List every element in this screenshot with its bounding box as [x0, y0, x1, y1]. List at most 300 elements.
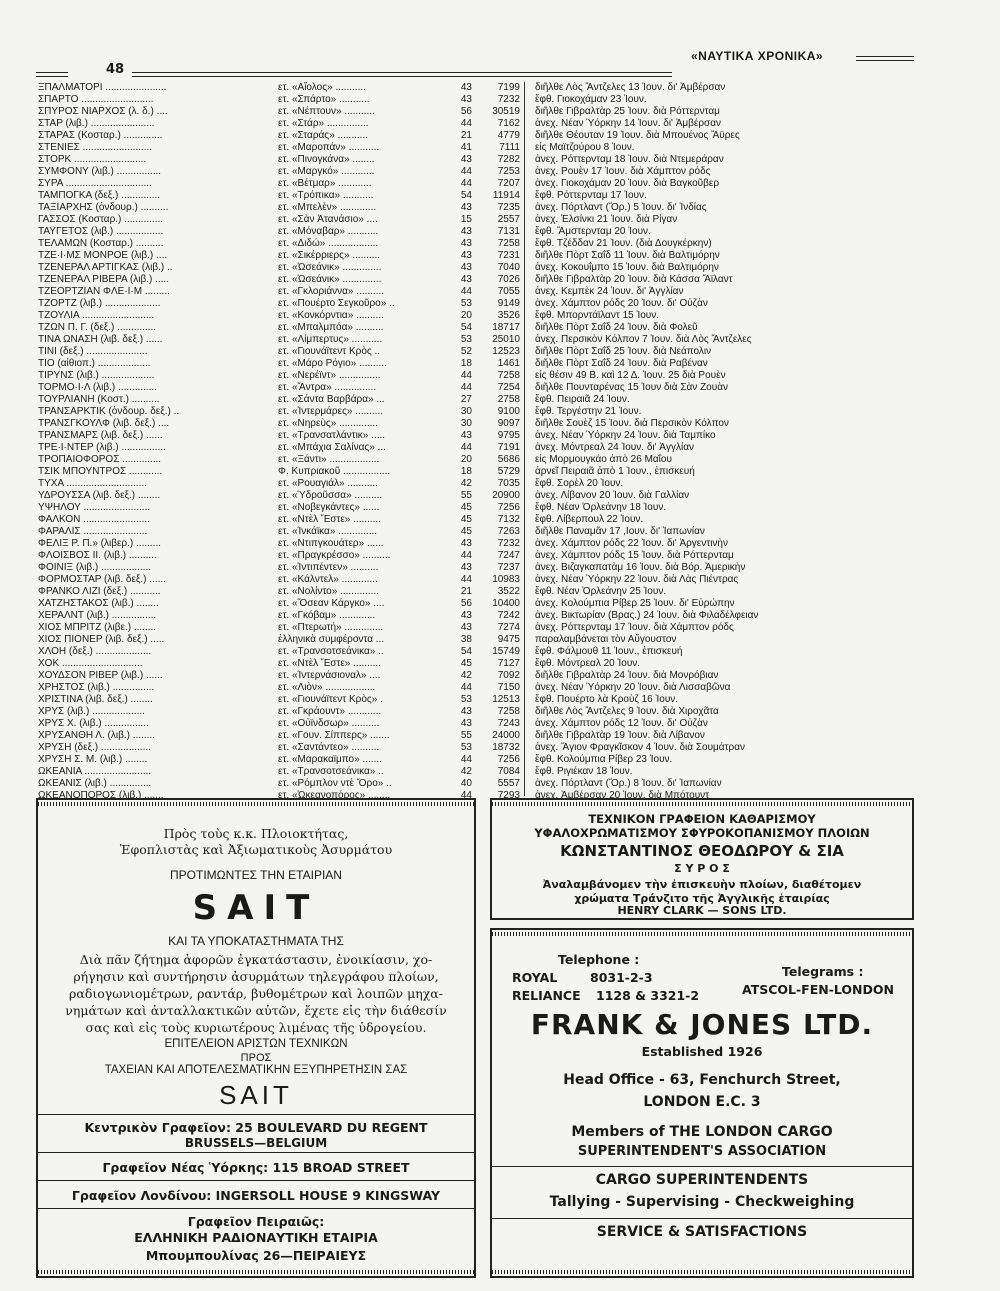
ship-number-cell: 7111 [499, 142, 520, 153]
table-row [38, 178, 918, 189]
ship-owner-name: ΧΡΗΣΤΟΣ (λιβ.) ............... [38, 682, 155, 693]
movement-note: ἀνεχ. Χάμπτον ρόδς 15 Ἰουν. διὰ Ρόττερνταμ [535, 550, 734, 561]
movement-note: ἀνεχ. Μόντρεαλ 24 Ἰουν. δι' Ἀγγλίαν [535, 442, 694, 453]
ship-number-cell: 7035 [497, 478, 520, 489]
ship-owner-name: ΧΕΡΑΛΝΤ (λιβ.) ................ [38, 610, 157, 621]
ship-owner-name: ΤΙΝΙ (δεξ.) ...................... [38, 346, 148, 357]
table-row [38, 610, 918, 621]
ship-agent: ετ. «Τρανσοτσεάνικα» .. [278, 766, 384, 777]
tonnage-cell: 43 [460, 718, 472, 729]
movement-note: διῆλθε Γιβραλτὰρ 20 Ἰουν. διὰ Κάσσα Ἄϊλαντ [535, 274, 733, 285]
movement-note: ἀνεχ. Γιοκοχάμαν 20 Ἰουν. διὰ Βαγκοῦβερ [535, 178, 720, 189]
table-row [38, 310, 918, 321]
ship-owner-name: ΧΡΥΣΑΝΘΗ Λ. (λιβ.) ........ [38, 730, 155, 741]
ship-owner-name: ΣΤΑΡΑΣ (Κοσταρ.) .............. [38, 130, 163, 141]
ship-number-cell: 2758 [497, 394, 520, 405]
table-row [38, 562, 918, 573]
ad-line: ATSCOL-FEN-LONDON [742, 982, 894, 997]
tonnage-cell: 27 [460, 394, 472, 405]
ad-line: ΥΦΑΛΟΧΡΩΜΑΤΙΣΜΟΥ ΣΦΥΡΟΚΟΠΑΝΙΣΜΟΥ ΠΛΟΙΩΝ [534, 826, 870, 840]
ship-number-cell: 7247 [497, 550, 520, 561]
ship-owner-name: ΤΙΡΥΝΣ (λιβ.) ................... [38, 370, 155, 381]
ship-movements-table [38, 82, 918, 801]
tonnage-cell: 20 [460, 454, 472, 465]
sait-logo: SAIT [219, 1080, 293, 1110]
ship-agent: ετ. «Ἰντιπέντεν» .......... [278, 562, 379, 573]
tonnage-cell: 54 [460, 646, 472, 657]
tonnage-cell: 43 [460, 238, 472, 249]
ship-agent: ετ. «Ξάντι» .................. [278, 454, 380, 465]
divider [492, 1166, 912, 1167]
movement-note: ἔφθ. Λίβερπουλ 22 Ἰουν. [535, 514, 644, 525]
ship-agent: ετ. «Ἰντερνάσιοναλ» .... [278, 670, 381, 681]
movement-note: ἀνεχ. Λίβανον 20 Ἰουν. διὰ Γαλλίαν [535, 490, 690, 501]
movement-note: ἀνεχ. Νέαν Ὑόρκην 14 Ἰουν. δι' Ἀμβέρσαν [535, 118, 722, 129]
ad-line: ΠΡΟΤΙΜΩΝΤΕΣ ΤΗΝ ΕΤΑΙΡΙΑΝ [170, 868, 342, 882]
table-row [38, 442, 918, 453]
ship-agent: ετ. «Μπάχια Σαλίνας» ... [278, 442, 386, 453]
ad-line: χρώματα Τράνζιτο τῆς Ἀγγλικῆς ἑταιρίας [574, 892, 830, 905]
ship-owner-name: ΤΖΩΝ Π. Γ. (δεξ.) .............. [38, 322, 157, 333]
ship-agent: ετ. «Ρόμπλον ντὲ Ὄρο» .. [278, 778, 392, 789]
tonnage-cell: 53 [460, 298, 472, 309]
header-rule [856, 56, 914, 57]
ship-agent: ετ. «Τρόπικα» ........... [278, 190, 374, 201]
movement-note: ἔφθ. Ἄμστερνταμ 20 Ἰουν. [535, 226, 651, 237]
ad-body-line: ραδιογωνιομέτρων, ραντάρ, βυθομέτρων καὶ λοιπῶν μηχα- [69, 986, 443, 1001]
table-row [38, 514, 918, 525]
movement-note: εἰς Μορμουγκάο ἀπὸ 26 Μαΐου [535, 454, 672, 465]
ad-line: ΤΕΧΝΙΚΟΝ ΓΡΑΦΕΙΟΝ ΚΑΘΑΡΙΣΜΟΥ [588, 812, 816, 826]
ship-number-cell: 7237 [497, 562, 520, 573]
ship-number-cell: 7162 [497, 118, 520, 129]
ship-owner-name: ΧΡΙΣΤΙΝΑ (λιβ. δεξ.) ........ [38, 694, 153, 705]
ad-line: Πρὸς τοὺς κ.κ. Πλοιοκτήτας, [163, 826, 349, 841]
table-row [38, 406, 918, 417]
table-row [38, 418, 918, 429]
table-row [38, 670, 918, 681]
ship-owner-name: ΣΠΥΡΟΣ ΝΙΑΡΧΟΣ (λ. δ.) .... [38, 106, 168, 117]
ship-owner-name: ΥΔΡΟΥΣΣΑ (λιβ. δεξ.) ........ [38, 490, 161, 501]
office-address: BRUSSELS—BELGIUM [184, 1136, 328, 1150]
ship-number-cell: 20900 [492, 490, 520, 501]
ship-owner-name: ΤΙΟ (αἰθιοπ.) ................... [38, 358, 151, 369]
tonnage-cell: 42 [460, 478, 472, 489]
company-name: FRANK & JONES LTD. [530, 1008, 874, 1041]
ship-owner-name: ΦΛΟΙΣΒΟΣ ΙΙ. (λιβ.) .......... [38, 550, 157, 561]
movement-note: διῆλθε Πὸρτ Σαΐδ 11 Ἰουν. διὰ Βαλτιμόρην [535, 250, 720, 261]
table-row [38, 778, 918, 789]
ship-number-cell: 7232 [497, 538, 520, 549]
tonnage-cell: 42 [460, 766, 472, 777]
movement-note: ἀνεχ. Πόρτλαντ (Ὄρ.) 5 Ἰουν. δι' Ἰνδίας [535, 202, 707, 213]
ad-line: RELIANCE [512, 988, 581, 1003]
ship-owner-name: ΤΖΕΟΡΤΖΙΑΝ ΦΛΕ·Ι·Μ ......... [38, 286, 170, 297]
ship-owner-name: ΥΨΗΛΟΥ ........................ [38, 502, 151, 513]
tonnage-cell: 53 [460, 694, 472, 705]
table-row [38, 502, 918, 513]
movement-note: ἔφθ. Ριγιέκαν 18 Ἰουν. [535, 766, 633, 777]
movement-note: παραλαμβάνεται τὸν Αὔγουστον [535, 634, 677, 645]
ship-agent: ετ. «Ὑδροῦσσα» .......... [278, 490, 383, 501]
movement-note: διῆλθε Πὸρτ Σαΐδ 25 Ἰουν. διὰ Νεάπολιν [535, 346, 712, 357]
ship-agent: ετ. «Σικέρριερς» .......... [278, 250, 381, 261]
movement-note: διῆλθε Πουνταρένας 15 Ἰουν διὰ Σὰν Ζουὰν [535, 382, 728, 393]
movement-note: ἔφθ. Φάλμουθ 11 Ἰουν., ἐπισκευή [535, 646, 683, 657]
table-row [38, 742, 918, 753]
ship-agent: ετ. «Μπελὲν» ............. [278, 202, 377, 213]
ship-owner-name: ΦΡΑΝΚΟ ΛΙΖΙ (δεξ.) ........... [38, 586, 161, 597]
ship-agent: ετ. «Πινογκάνα» ........ [278, 154, 375, 165]
ship-number-cell: 7231 [497, 250, 520, 261]
ad-line: Ἀναλαμβάνομεν τὴν ἐπισκευὴν πλοίων, διαθέτομεν [542, 878, 862, 891]
ship-owner-name: ΤΖΕΝΕΡΑΛ ΑΡΤΙΓΚΑΣ (λιβ.) .. [38, 262, 173, 273]
movement-note: ἀνεχ. Χάμπτον ρόδς 12 Ἰουν. δι' Οὐζὰν [535, 718, 708, 729]
ship-agent: ετ. «Ντιπγκουάτερ» ...... [278, 538, 384, 549]
tonnage-cell: 43 [460, 202, 472, 213]
ship-number-cell: 9097 [497, 418, 520, 429]
sait-advertisement [36, 798, 476, 1278]
table-row [38, 598, 918, 609]
ad-body-line: Διὰ πᾶν ζήτημα ἀφορῶν ἐγκατάστασιν, ἐνοικίασιν, χο- [79, 952, 433, 967]
table-row [38, 142, 918, 153]
table-row [38, 382, 918, 393]
tonnage-cell: 44 [460, 682, 472, 693]
ship-owner-name: ΦΟΡΜΟΣΤΑΡ (λιβ. δεξ.) ...... [38, 574, 166, 585]
ship-agent: ετ. «Αἴολος» ........... [278, 82, 366, 93]
page-header [36, 40, 914, 84]
ship-number-cell: 15749 [492, 646, 520, 657]
ship-number-cell: 7263 [497, 526, 520, 537]
ship-number-cell: 24000 [492, 730, 520, 741]
tonnage-cell: 43 [460, 430, 472, 441]
header-rule [36, 72, 68, 73]
ship-number-cell: 7242 [497, 610, 520, 621]
ship-agent: ετ. «Σάντα Βαρβάρα» ... [278, 394, 385, 405]
ship-owner-name: ΤΣΙΚ ΜΠΟΥΝΤΡΟΣ ............ [38, 466, 163, 477]
tonnage-cell: 44 [460, 178, 472, 189]
table-row [38, 118, 918, 129]
ship-number-cell: 5557 [497, 778, 520, 789]
ship-number-cell: 11914 [492, 190, 520, 201]
tonnage-cell: 45 [460, 526, 472, 537]
ad-line: 8031-2-3 [590, 970, 653, 985]
tonnage-cell: 44 [460, 790, 472, 801]
table-row [38, 454, 918, 465]
ship-agent: ετ. «Ὠκεανοπόρος» ........ [278, 790, 391, 801]
ship-agent: ετ. «Νοβεγκάντες» ...... [278, 502, 380, 513]
divider [38, 1114, 474, 1115]
ship-agent: ετ. «Μαροπάν» ........... [278, 142, 380, 153]
ship-number-cell: 1461 [497, 358, 520, 369]
ad-line: LONDON E.C. 3 [643, 1094, 761, 1110]
table-row [38, 538, 918, 549]
ship-number-cell: 7150 [497, 682, 520, 693]
ship-agent: ετ. «Γιουνάϊτεντ Κρὸς» . [278, 694, 383, 705]
table-row [38, 718, 918, 729]
ship-number-cell: 4779 [497, 130, 520, 141]
movement-note: διῆλθε Παναμᾶν 17 ,Ιουν. δι' Ἰαπωνίαν [535, 526, 705, 537]
movement-note: ἔφθ. Τεργέστην 21 Ἰουν. [535, 406, 642, 417]
office-address: Μπουμπουλίνας 26—ΠΕΙΡΑΙΕΥΣ [145, 1248, 367, 1263]
tonnage-cell: 42 [460, 670, 472, 681]
divider [492, 1218, 912, 1219]
tonnage-cell: 44 [460, 118, 472, 129]
ship-owner-name: ΤΑΫΓΕΤΟΣ (λιβ.) ................. [38, 226, 164, 237]
ship-number-cell: 7282 [497, 154, 520, 165]
ship-owner-name: ΤΙΝΑ ΩΝΑΣΗ (λιβ. δεξ.) ...... [38, 334, 163, 345]
ship-owner-name: ΧΟΚ ............................. [38, 658, 143, 669]
tonnage-cell: 38 [460, 634, 472, 645]
ship-agent: ετ. «Νέπτουν» ........... [278, 106, 375, 117]
table-row [38, 574, 918, 585]
ship-owner-name: ΤΖΟΥΛΙΑ .......................... [38, 310, 155, 321]
movement-note: ἀνεχ. Ἄγιον Φραγκῖσκον 4 Ἰουν. διὰ Σουμάτραν [535, 742, 746, 753]
ship-number-cell: 30519 [492, 106, 520, 117]
ship-owner-name: ΤΟΡΜΟ·Ι·Λ (λιβ.) .............. [38, 382, 157, 393]
company-name: ΚΩΝΣΤΑΝΤΙΝΟΣ ΘΕΟΔΩΡΟΥ & ΣΙΑ [560, 842, 844, 860]
divider [38, 1152, 474, 1153]
divider [38, 1208, 474, 1209]
ship-owner-name: ΩΚΕΑΝΙΣ (λιβ.) ............... [38, 778, 152, 789]
ship-number-cell: 7199 [497, 82, 520, 93]
ship-agent: ετ. «Μπαλμπόα» .......... [278, 322, 384, 333]
ship-owner-name: ΣΥΜΦΟΝΥ (λιβ.) ................ [38, 166, 162, 177]
ship-agent: ετ. «Σπάρτο» ........... [278, 94, 370, 105]
tonnage-cell: 18 [460, 358, 472, 369]
table-row [38, 298, 918, 309]
ship-agent: ετ. «Διδώ» .................. [278, 238, 379, 249]
ornament-border [492, 932, 912, 936]
tonnage-cell: 54 [460, 190, 472, 201]
ship-agent: ετ. «Κονκόρντια» .......... [278, 310, 384, 321]
ship-number-cell: 7256 [497, 502, 520, 513]
movement-note: ἔφθ. Νέαν Ὀρλεάνην 25 Ἰουν. [535, 586, 667, 597]
ship-agent: ετ. «Τρανσατλάντικ» ..... [278, 430, 386, 441]
ship-number-cell: 7026 [497, 274, 520, 285]
movement-note: διῆλθε Γιβραλτὰρ 19 Ἰουν. διὰ Λίβανον [535, 730, 705, 741]
ship-number-cell: 12523 [492, 346, 520, 357]
ship-number-cell: 5686 [497, 454, 520, 465]
tonnage-cell: 56 [460, 598, 472, 609]
ship-number-cell: 12513 [492, 694, 520, 705]
ship-number-cell: 7258 [497, 370, 520, 381]
tonnage-cell: 53 [460, 334, 472, 345]
ship-agent: Φ. Κυπριακοῦ ................. [278, 466, 391, 477]
ship-owner-name: ΤΡΑΝΣΑΡΚΤΙΚ (ὀνδουρ. δεξ.) .. [38, 406, 180, 417]
ship-agent: ετ. «Ἰνκάϊκα» .............. [278, 526, 378, 537]
tonnage-cell: 43 [460, 154, 472, 165]
ship-agent: ετ. «Ὅσεαν Κάργκο» .... [278, 598, 385, 609]
ad-line: ΕΠΙΤΕΛΕΙΟΝ ΑΡΙΣΤΩΝ ΤΕΧΝΙΚΩΝ [164, 1038, 348, 1050]
ship-agent: ετ. «Ντὲλ Ἔστε» .......... [278, 514, 381, 525]
ship-number-cell: 7258 [497, 238, 520, 249]
table-row [38, 706, 918, 717]
tonnage-cell: 40 [460, 778, 472, 789]
ad-line: 1128 & 3321-2 [596, 988, 700, 1003]
ship-owner-name: ΣΤΟΡΚ .......................... [38, 154, 147, 165]
ship-owner-name: ΧΡΥΣ Χ. (λιβ.) ................ [38, 718, 149, 729]
ad-line: HENRY CLARK — SONS LTD. [617, 904, 787, 917]
tonnage-cell: 44 [460, 286, 472, 297]
ad-line: Ἐφοπλιστὰς καὶ Ἀξιωματικοὺς Ἀσυρμάτου [119, 842, 393, 857]
tonnage-cell: 21 [460, 586, 472, 597]
ship-owner-name: ΤΖΕ·Ι·ΜΣ ΜΟΝΡΟΕ (λιβ.) .... [38, 250, 168, 261]
table-row [38, 286, 918, 297]
ship-number-cell: 3526 [497, 310, 520, 321]
tonnage-cell: 43 [460, 538, 472, 549]
ship-number-cell: 7040 [497, 262, 520, 273]
ship-agent: ετ. «Λίμπερτυς» ........... [278, 334, 383, 345]
table-row [38, 238, 918, 249]
ship-owner-name: ΩΚΕΑΝΟΠΟΡΟΣ (λιβ.) ....... [38, 790, 164, 801]
tonnage-cell: 43 [460, 250, 472, 261]
ship-owner-name: ΧΙΟΣ ΜΠΡΙΤΖ (λιβε.) ........ [38, 622, 157, 633]
ship-owner-name: ΤΡΑΝΣΓΚΟΥΛΦ (λιβ. δεξ.) .... [38, 418, 170, 429]
ad-body-line: σας καὶ εἰς τοὺς κυριωτέρους λιμένας τῆς ὑδρογείου. [85, 1020, 427, 1035]
ornament-border [492, 1270, 912, 1274]
tonnage-cell: 41 [460, 142, 472, 153]
header-rule [132, 76, 672, 77]
ship-agent: ετ. «Γκράουντ» ............ [278, 706, 382, 717]
ship-agent: ετ. «Γκλοριάννα» .......... [278, 286, 385, 297]
tonnage-cell: 43 [460, 82, 472, 93]
tonnage-cell: 44 [460, 370, 472, 381]
tonnage-cell: 45 [460, 502, 472, 513]
table-row [38, 754, 918, 765]
publication-title: «ΝΑΥΤΙΚΑ ΧΡΟΝΙΚΑ» [691, 49, 824, 63]
frank-jones-advertisement [490, 928, 914, 1278]
ad-line: SUPERINTENDENT'S ASSOCIATION [577, 1144, 827, 1159]
ship-agent: ετ. «Ὠσεάνικ» .............. [278, 262, 382, 273]
table-row [38, 262, 918, 273]
tonnage-cell: 56 [460, 106, 472, 117]
ship-agent: ετ. «Στάρ» ............... [278, 118, 369, 129]
tonnage-cell: 44 [460, 166, 472, 177]
movement-note: ἔφθ. Πειραιᾶ 24 Ἰουν. [535, 394, 630, 405]
tonnage-cell: 53 [460, 742, 472, 753]
movement-note: διῆλθε Πὸρτ Σαΐδ 24 Ἰουν. διὰ Ραβέναν [535, 358, 708, 369]
office-address: ΕΛΛΗΝΙΚΗ ΡΑΔΙΟΝΑΥΤΙΚΗ ΕΤΑΙΡΙΑ [134, 1230, 378, 1245]
table-row [38, 226, 918, 237]
ship-number-cell: 5729 [497, 466, 520, 477]
ship-agent: ετ. «Γκόβαμ» ............. [278, 610, 376, 621]
table-row [38, 658, 918, 669]
sait-logo: SAIT [192, 888, 320, 928]
ad-body-line: νημάτων καὶ ἀνταλλακτικῶν αὐτῶν, ἔχετε εἰς τὴν διάθεσίν [65, 1003, 447, 1018]
table-row [38, 166, 918, 177]
ship-owner-name: ΦΑΡΑΛΙΣ ....................... [38, 526, 148, 537]
movement-note: ἀνεχ. Κεμπὲκ 24 Ἰουν. δι' Ἀγγλίαν [535, 286, 684, 297]
ship-number-cell: 9475 [497, 634, 520, 645]
ship-owner-name: ΤΡΑΝΣΜΑΡΣ (λιβ. δεξ.) ...... [38, 430, 163, 441]
movement-note: ἀνεχ. Ἑλσίνκι 21 Ἰουν. διὰ Ρίγαν [535, 214, 678, 225]
table-row [38, 730, 918, 741]
ship-number-cell: 9149 [497, 298, 520, 309]
movement-note: ἀνεχ. Νέαν Ὑόρκην 20 Ἰουν. διὰ Λισσαβῶνα [535, 682, 731, 693]
ship-agent: ετ. «Μαργκό» ............ [278, 166, 375, 177]
table-row [38, 622, 918, 633]
ship-agent: ετ. «Λιὸν» .................. [278, 682, 376, 693]
tonnage-cell: 43 [460, 94, 472, 105]
movement-note: εἰς Μαϊτζούρου 8 Ἰουν. [535, 142, 635, 153]
table-row [38, 214, 918, 225]
movement-note: ἔφθ. Γιοκοχάμαν 23 Ἰουν. [535, 94, 647, 105]
tonnage-cell: 43 [460, 706, 472, 717]
ship-agent: ετ. «Κάλντελ» ............. [278, 574, 378, 585]
ship-agent: ετ. «Ὠσεάνικ» .............. [278, 274, 382, 285]
ship-owner-name: ΧΛΟΗ (δεξ.) .................... [38, 646, 152, 657]
table-row [38, 346, 918, 357]
table-row [38, 394, 918, 405]
ship-owner-name: ΤΑΜΠΟΓΚΑ (δεξ.) .............. [38, 190, 161, 201]
table-row [38, 334, 918, 345]
ship-owner-name: ΣΠΑΡΤΟ .......................... [38, 94, 154, 105]
ship-owner-name: ΞΠΑΛΜΑΤΟΡΙ ...................... [38, 82, 167, 93]
ship-agent: ετ. «Ἄντρα» ............... [278, 382, 377, 393]
ship-number-cell: 7274 [497, 622, 520, 633]
ad-line: Tallying - Supervising - Checkweighing [549, 1194, 855, 1210]
ship-agent: ἑλληνικὰ συμφέροντα ... [278, 634, 385, 645]
ship-owner-name: ΤΡΟΠΑΙΟΦΟΡΟΣ .............. [38, 454, 162, 465]
ship-number-cell: 7055 [497, 286, 520, 297]
tonnage-cell: 18 [460, 466, 472, 477]
ship-agent: ετ. «Σταράς» ........... [278, 130, 369, 141]
movement-note: διῆλθε Σουὲζ 15 Ἰουν. διὰ Περσικὸν Κόλπον [535, 418, 729, 429]
movement-note: ἔφθ. Νέαν Ὀρλεάνην 18 Ἰουν. [535, 502, 667, 513]
tonnage-cell: 44 [460, 442, 472, 453]
tonnage-cell: 30 [460, 406, 472, 417]
ship-agent: ετ. «Νηρεὺς» .............. [278, 418, 378, 429]
ship-agent: ετ. «Πραγκρέσσο» .......... [278, 550, 391, 561]
ad-body-line: ρήγησιν καὶ συντήρησιν ἀσυρμάτων τηλεγράφου πλοίων, [73, 969, 439, 984]
tonnage-cell: 20 [460, 310, 472, 321]
ship-number-cell: 7232 [497, 94, 520, 105]
ship-owner-name: ΦΟΙΝΙΞ (λιβ.) .................. [38, 562, 152, 573]
movement-note: διῆλθε Πὸρτ Σαΐδ 24 Ἰουν. διὰ Φολεῦ [535, 322, 698, 333]
ship-owner-name: ΣΤΑΡ (λιβ.) ....................... [38, 118, 155, 129]
ad-line: Established 1926 [641, 1044, 763, 1059]
ship-number-cell: 10983 [492, 574, 520, 585]
ship-agent: ετ. «Νερέϊντ» ............... [278, 370, 381, 381]
table-row [38, 130, 918, 141]
ship-number-cell: 7207 [497, 178, 520, 189]
ad-line: Telegrams : [782, 964, 864, 979]
movement-note: ἔφθ. Σορὲλ 20 Ἰουν. [535, 478, 624, 489]
ad-line: ΤΑΧΕΙΑΝ ΚΑΙ ΑΠΟΤΕΛΕΣΜΑΤΙΚΗΝ ΕΞΥΠΗΡΕΤΗΣΙΝ ΣΑΣ [104, 1064, 408, 1076]
movement-note: ἀνεχ. Πόρτλαντ (Ὄρ.) 8 Ἰουν. δι' Ἰαπωνίαν [535, 778, 722, 789]
movement-note: ἔφθ. Μόντρεαλ 20 Ἰουν. [535, 658, 641, 669]
ad-line: Head Office - 63, Fenchurch Street, [563, 1072, 841, 1088]
ship-owner-name: ΣΥΡΑ ............................... [38, 178, 152, 189]
ship-agent: ετ. «Ἰντερμάρες» .......... [278, 406, 384, 417]
ship-owner-name: ΤΖΕΝΕΡΑΛ ΡΙΒΕΡΑ (λιβ.) ..... [38, 274, 169, 285]
movement-note: ἀνεχ. Χάμπτον ρόδς 22 Ἰουν. δι' Ἀργεντινὴν [535, 538, 728, 549]
table-row [38, 466, 918, 477]
ad-line: Telephone : [558, 952, 640, 967]
header-rule [856, 60, 914, 61]
office-address: Γραφεῖον Πειραιῶς: [187, 1214, 325, 1229]
ad-line: CARGO SUPERINTENDENTS [595, 1172, 809, 1188]
ship-agent: ετ. «Μαρακαϊμπο» ....... [278, 754, 382, 765]
tonnage-cell: 54 [460, 322, 472, 333]
tonnage-cell: 43 [460, 226, 472, 237]
movement-note: διῆλθε Θέουταν 19 Ἰουν. διὰ Μπουένος Ἄϋρες [535, 130, 740, 141]
ship-owner-name: ΓΑΣΣΟΣ (Κοσταρ.) .............. [38, 214, 164, 225]
ship-agent: ετ. «Γιουνάϊτεντ Κρὸς .. [278, 346, 381, 357]
divider [38, 1180, 474, 1181]
movement-note: ἔφθ. Μπορντάϊλαντ 15 Ἰουν. [535, 310, 660, 321]
